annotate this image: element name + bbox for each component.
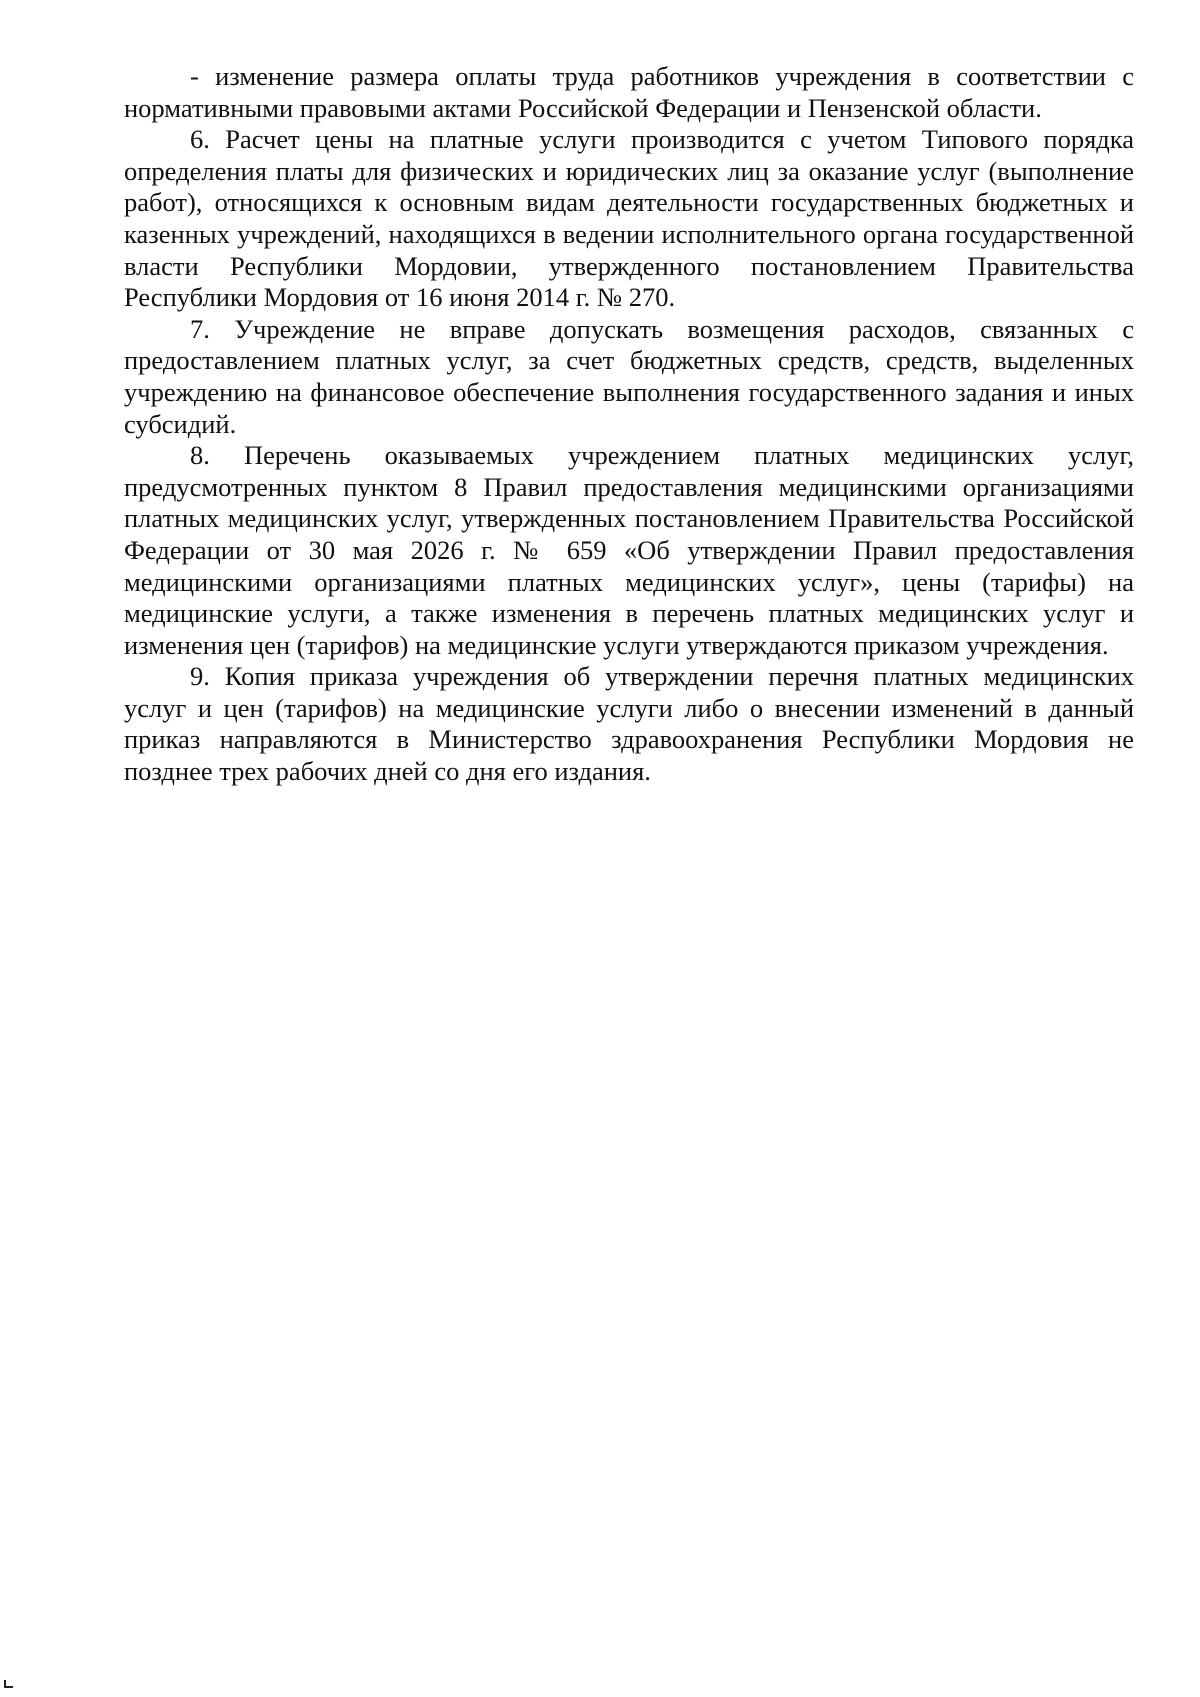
paragraph-wage-change: - изменение размера оплаты труда работников учреждения в соответствии с нормативными правовыми актами Российской Федерации и Пензенской области. [124, 61, 1134, 123]
document-body [124, 61, 1134, 788]
scan-corner-mark-horizontal [4, 1686, 13, 1688]
paragraph-6-price-calculation: 6. Расчет цены на платные услуги производится с учетом Типового порядка определения платы для физических и юридических лиц за оказание услуг (выполнение работ), относящихся к основным видам деятельности государственных бюджетных и казенных учреждений, находящихся в ведении исполнительного органа государственной власти Республики Мордовии, утвержденного постановлением Правительства Республики Мордовия от 16 июня 2014 г. № 270. [124, 124, 1134, 313]
paragraph-7-expense-reimbursement: 7. Учреждение не вправе допускать возмещения расходов, связанных с предоставлением платных услуг, за счет бюджетных средств, средств, выделенных учреждению на финансовое обеспечение выполнения государственного задания и иных субсидий. [124, 313, 1134, 439]
paragraph-9-order-copy: 9. Копия приказа учреждения об утверждении перечня платных медицинских услуг и цен (тарифов) на медицинские услуги либо о внесении изменений в данный приказ направляются в Министерство здравоохранения Республики Мордовия не позднее трех рабочих дней со дня его издания. [124, 661, 1134, 787]
paragraph-8-services-list: 8. Перечень оказываемых учреждением платных медицинских услуг, предусмотренных пунктом 8 Правил предоставления медицинскими организациями платных медицинских услуг, утвержденных постановлением Правительства Российской Федерации от 30 мая 2026 г. № 659 «Об утверждении Правил предоставления медицинскими организациями платных медицинских услуг», цены (тарифы) на медицинские услуги, а также изменения в перечень платных медицинских услуг и изменения цен (тарифов) на медицинские услуги утверждаются приказом учреждения. [124, 440, 1134, 660]
